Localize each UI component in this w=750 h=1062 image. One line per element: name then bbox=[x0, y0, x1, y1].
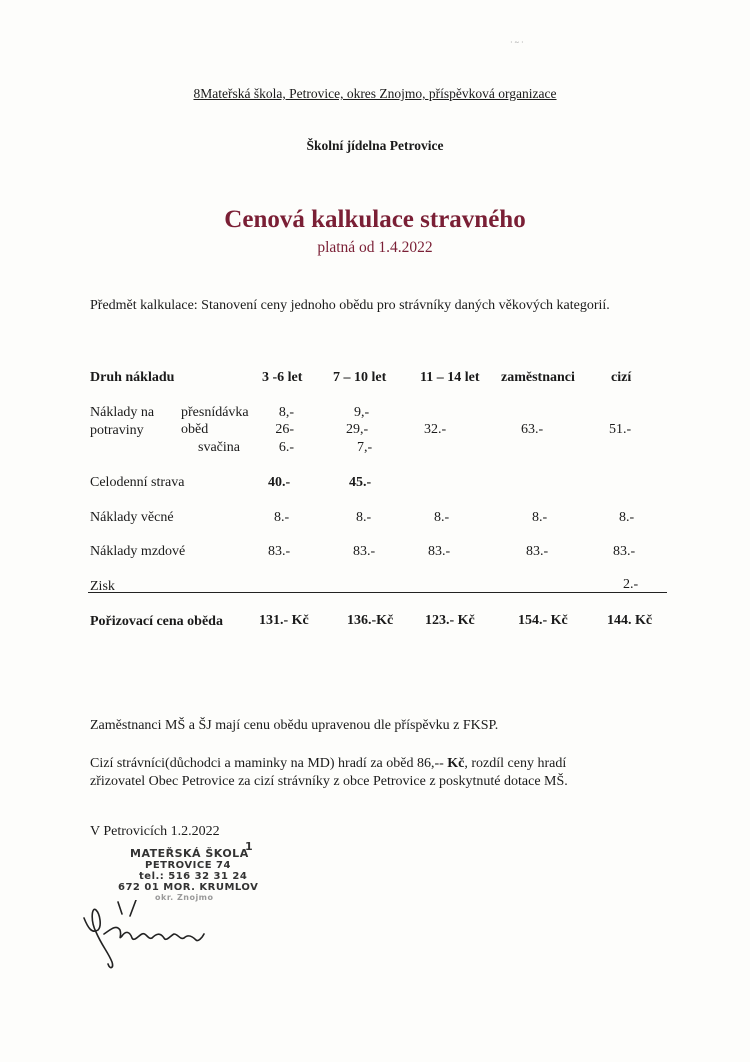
stamp-line3: tel.: 516 32 31 24 bbox=[139, 871, 248, 882]
wages-label: Náklady mzdové bbox=[90, 544, 186, 559]
food-sub-snack: přesnídávka bbox=[181, 405, 249, 420]
wages-c2: 83.- bbox=[353, 544, 376, 559]
fullday-label: Celodenní strava bbox=[90, 475, 185, 490]
wages-c3: 83.- bbox=[428, 544, 451, 559]
header-employees: zaměstnanci bbox=[501, 370, 575, 385]
school-name: Školní jídelna Petrovice bbox=[306, 138, 444, 153]
food-label-line2: potraviny bbox=[90, 423, 144, 438]
total-c1: 131.- Kč bbox=[259, 613, 309, 628]
stamp-line5: okr. Znojmo bbox=[155, 893, 214, 902]
note-outsiders-line1 bbox=[90, 756, 566, 772]
header-outsiders: cizí bbox=[611, 370, 632, 385]
material-c3: 8.- bbox=[434, 510, 450, 525]
fullday-c1: 40.- bbox=[268, 475, 291, 490]
note-employees: Zaměstnanci MŠ a ŠJ mají cenu obědu upravenou dle příspěvku z FKSP. bbox=[90, 718, 499, 733]
total-c3: 123.- Kč bbox=[425, 613, 475, 628]
note-outsiders-text-c: , rozdíl ceny hradí bbox=[464, 756, 567, 771]
organization-name: 8Mateřská škola, Petrovice, okres Znojmo, příspěvková organizace bbox=[193, 86, 557, 101]
stamp-line1: MATEŘSKÁ ŠKOLA bbox=[130, 847, 249, 860]
wages-c5: 83.- bbox=[613, 544, 636, 559]
scan-speck: · ~ · bbox=[510, 38, 524, 47]
material-c4: 8.- bbox=[532, 510, 548, 525]
note-outsiders-currency: Kč bbox=[447, 756, 465, 771]
food-sub-lunch: oběd bbox=[181, 422, 209, 437]
food-c1-lunch: 26- bbox=[275, 422, 294, 437]
material-c1: 8.- bbox=[274, 510, 290, 525]
material-label: Náklady věcné bbox=[90, 510, 174, 525]
food-c5: 51.- bbox=[609, 422, 632, 437]
material-c5: 8.- bbox=[619, 510, 635, 525]
food-c4: 63.- bbox=[521, 422, 544, 437]
food-c3: 32.- bbox=[424, 422, 447, 437]
wages-c1: 83.- bbox=[268, 544, 291, 559]
profit-label: Zisk bbox=[90, 579, 115, 594]
profit-c5: 2.- bbox=[623, 577, 639, 592]
header-age-3-6: 3 -6 let bbox=[262, 370, 303, 385]
valid-from: platná od 1.4.2022 bbox=[317, 239, 433, 256]
food-c2-lunch: 29,- bbox=[346, 422, 369, 437]
food-c1-snack: 8,- bbox=[278, 405, 294, 420]
total-c5: 144. Kč bbox=[607, 613, 653, 628]
header-type: Druh nákladu bbox=[90, 370, 175, 385]
food-c2-snack: 9,- bbox=[354, 405, 370, 420]
total-c4: 154.- Kč bbox=[518, 613, 568, 628]
food-label-line1: Náklady na bbox=[90, 405, 155, 420]
food-c1-afternoon: 6.- bbox=[278, 440, 294, 455]
stamp-number: 1 bbox=[245, 840, 254, 853]
material-c2: 8.- bbox=[356, 510, 372, 525]
header-age-11-14: 11 – 14 let bbox=[420, 370, 480, 385]
note-outsiders-line2: zřizovatel Obec Petrovice za cizí strávníky z obce Petrovice z poskytnuté dotace MŠ. bbox=[90, 774, 568, 789]
food-sub-afternoon-snack: svačina bbox=[198, 440, 240, 455]
calculation-subject: Předmět kalkulace: Stanovení ceny jednoho obědu pro strávníky daných věkových kategorií. bbox=[90, 298, 610, 313]
note-outsiders-text-a: Cizí strávníci(důchodci a maminky na MD) hradí za oběd 86,-- bbox=[90, 756, 448, 771]
stamp-line4: 672 01 MOR. KRUMLOV bbox=[118, 882, 259, 893]
wages-c4: 83.- bbox=[526, 544, 549, 559]
signature bbox=[78, 900, 218, 970]
total-label: Pořizovací cena oběda bbox=[90, 614, 223, 629]
fullday-c2: 45.- bbox=[349, 475, 372, 490]
place-and-date: V Petrovicích 1.2.2022 bbox=[90, 824, 220, 839]
total-c2: 136.-Kč bbox=[347, 613, 394, 628]
document-title: Cenová kalkulace stravného bbox=[224, 206, 526, 233]
table-divider bbox=[88, 592, 667, 593]
stamp-line2: PETROVICE 74 bbox=[145, 860, 231, 871]
food-c2-afternoon: 7,- bbox=[357, 440, 373, 455]
header-age-7-10: 7 – 10 let bbox=[333, 370, 387, 385]
